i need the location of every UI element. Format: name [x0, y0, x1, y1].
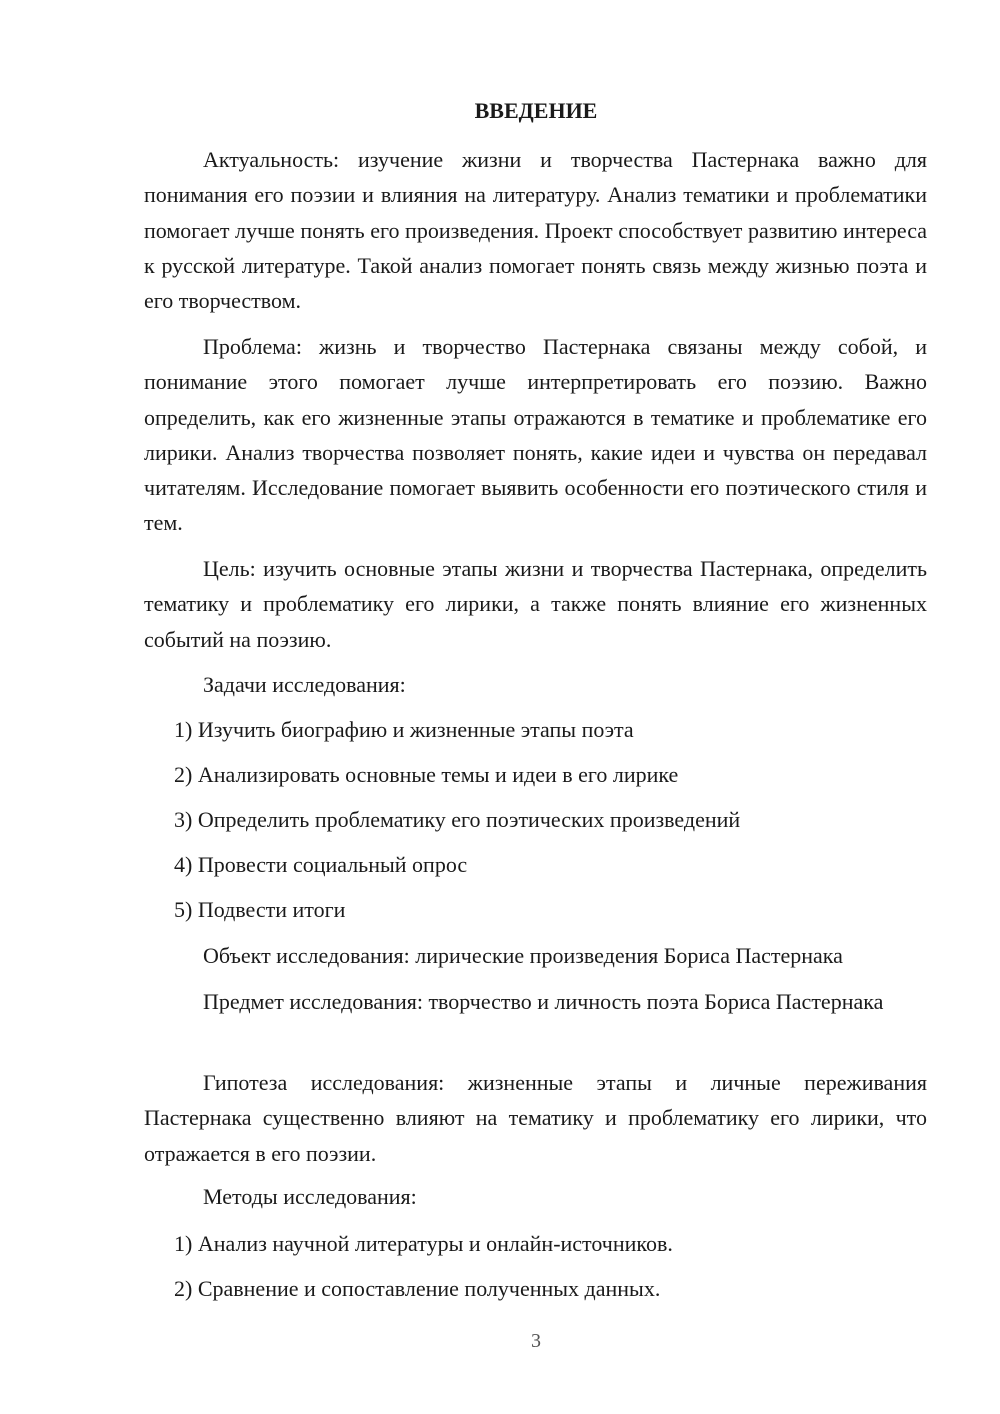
task-item: 5) Подвести итоги [174, 897, 346, 922]
object-line: Объект исследования: лирические произведения Бориса Пастернака [203, 943, 843, 968]
methods-heading: Методы исследования: [203, 1184, 417, 1209]
subject-paragraph: Предмет исследования: творчество и личность поэта Бориса Пастернака [203, 989, 884, 1014]
tasks-heading: Задачи исследования: [203, 672, 406, 697]
goal-paragraph: Цель: изучить основные этапы жизни и творчества Пастернака, определить тематику и проблематику его лирики, а также понять влияние его жизненных событий на поэзию. [144, 556, 927, 652]
method-item: 2) Сравнение и сопоставление полученных данных. [174, 1276, 661, 1301]
method-item: 1) Анализ научной литературы и онлайн-источников. [174, 1231, 673, 1256]
task-item: 3) Определить проблематику его поэтических произведений [174, 807, 741, 832]
page-number: 3 [531, 1330, 541, 1352]
relevance-paragraph: Актуальность: изучение жизни и творчества Пастернака важно для понимания его поэзии и влияния на литературу. Анализ тематики и проблематики помогает лучше понять его произведения. Проект способствует развитию интереса к русской литературе. Такой анализ помогает понять связь между жизнью поэта и его творчеством. [144, 147, 927, 314]
hypothesis-paragraph: Гипотеза исследования: жизненные этапы и личные переживания Пастернака существенно влияют на тематику и проблематику его лирики, что отражается в его поэзии. [144, 1070, 927, 1166]
section-heading: ВВЕДЕНИЕ [474, 98, 598, 123]
problem-paragraph: Проблема: жизнь и творчество Пастернака связаны между собой, и понимание этого помогает лучше интерпретировать его поэзию. Важно определить, как его жизненные этапы отражаются в тематике и проблематике его лирики. Анализ творчества позволяет понять, какие идеи и чувства он передавал читателям. Исследование помогает выявить особенности его поэтического стиля и тем. [144, 334, 927, 536]
task-item: 4) Провести социальный опрос [174, 852, 468, 877]
task-item: 2) Анализировать основные темы и идеи в его лирике [174, 762, 679, 787]
task-item: 1) Изучить биографию и жизненные этапы поэта [174, 717, 634, 742]
